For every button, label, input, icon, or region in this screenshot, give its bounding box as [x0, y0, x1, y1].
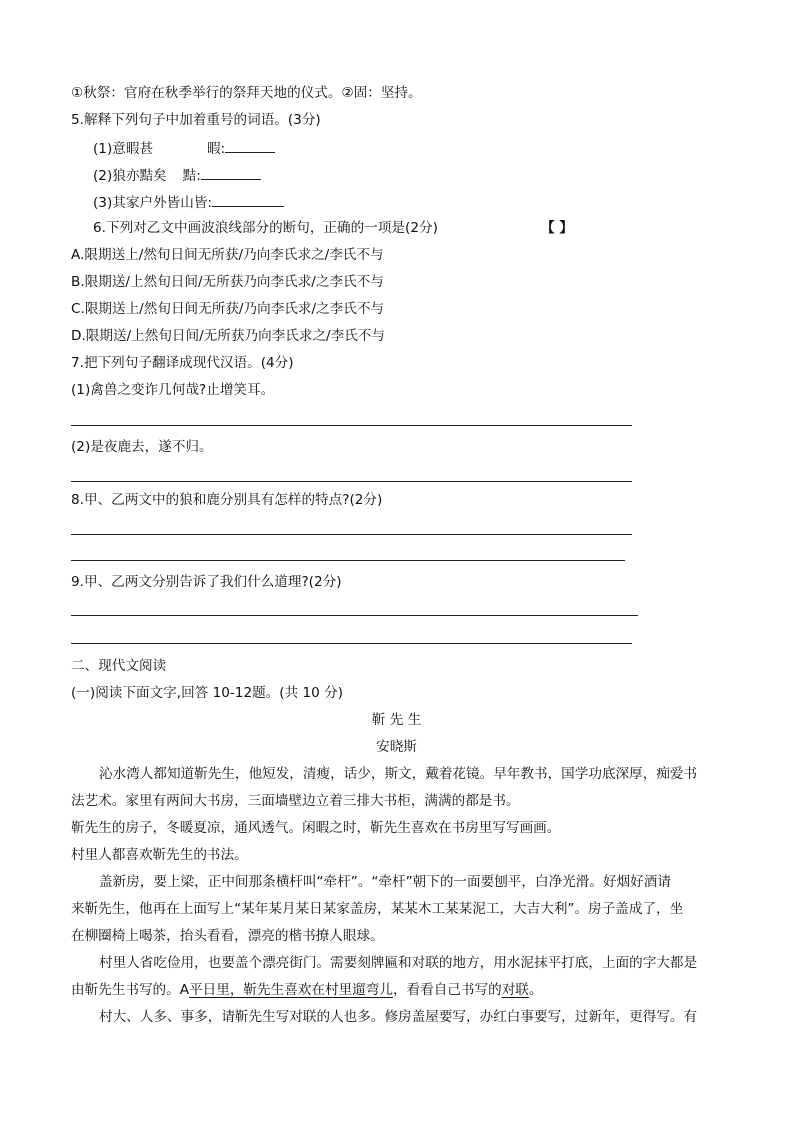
q7-sentence-1: (1)禽兽之变诈几何哉?止增笑耳。: [71, 382, 275, 398]
footnote-line: ①秋祭：官府在秋季举行的祭拜天地的仪式。②固：坚持。: [71, 85, 422, 101]
q9-answer-line-2[interactable]: [71, 643, 632, 644]
article-title: 靳 先 生: [371, 712, 422, 728]
q5-answer-2[interactable]: [201, 165, 261, 180]
paragraph-5-text-b: ，看看自己书写的: [392, 982, 502, 998]
q5-item-2-word: 黠:: [182, 168, 201, 184]
paragraph-5-line-1: 村里人省吃俭用，也要盖个漂亮街门。需要刻牌匾和对联的地方，用水泥抹平打底，上面的字大都是: [99, 955, 698, 971]
q8-stem: 8.甲、乙两文中的狼和鹿分别具有怎样的特点?(2分): [71, 492, 383, 508]
q6-option-a: A.限期送上/然旬日间无所获/乃向李氏求之/李氏不与: [71, 247, 384, 263]
paragraph-4-line-2: 来靳先生，他再在上面写上“某年某月某日某家盖房，某某木工某某泥工，大吉大利”。房子盖成了，坐: [71, 901, 684, 917]
q6-option-c: C.限期送上/然旬日间无所获/乃向李氏求/之李氏不与: [71, 301, 385, 317]
q6-option-d: D.限期送/上然旬日间/无所获乃向李氏求之/李氏不与: [71, 328, 385, 344]
q7-answer-line-2[interactable]: [71, 481, 632, 482]
q5-item-1: [93, 138, 275, 158]
q5-item-3: [93, 192, 284, 212]
paragraph-2: 靳先生的房子，冬暖夏凉，通风透气。闲暇之时，靳先生喜欢在书房里写写画画。: [71, 820, 561, 836]
q6-stem: 6.下列对乙文中画波浪线部分的断句，正确的一项是(2分): [93, 220, 438, 236]
q9-stem: 9.甲、乙两文分别告诉了我们什么道理?(2分): [71, 574, 342, 590]
q5-item-2-text: (2)狼亦黠矣: [93, 168, 167, 184]
q5-answer-3[interactable]: [212, 192, 284, 207]
q7-answer-line-1[interactable]: [71, 425, 632, 426]
q5-item-2: [93, 165, 261, 185]
underlined-word: 对联: [501, 982, 529, 998]
paragraph-1-line-2: 法艺术。家里有两间大书房，三面墙壁边立着三排大书柜，满满的都是书。: [71, 793, 520, 809]
q5-answer-1[interactable]: [225, 138, 275, 153]
q6-answer-bracket[interactable]: 【 】: [541, 220, 573, 236]
q5-item-3-text: (3)其家户外皆山皆:: [93, 195, 212, 211]
section-heading: 二、现代文阅读: [71, 658, 167, 674]
paragraph-6-line-1: 村大、人多、事多，请靳先生写对联的人也多。修房盖屋要写，办红白事要写，过新年，更得写。有: [99, 1009, 698, 1025]
q5-stem: 5.解释下列句子中加着重号的词语。(3分): [71, 112, 321, 128]
paragraph-5-text-c: 。: [528, 982, 543, 998]
paragraph-1-line-1: 沁水湾人都知道靳先生，他短发，清瘦，话少，斯文，戴着花镜。早年教书，国学功底深厚，痴爱书: [99, 766, 698, 782]
q9-answer-line-1[interactable]: [71, 615, 638, 616]
paragraph-5-line-2: [71, 981, 543, 999]
q6-option-b: B.限期送/上然旬日间/无所获乃向李氏求/之李氏不与: [71, 274, 384, 290]
q5-item-1-text: (1)意暇甚: [93, 141, 154, 157]
q7-sentence-2: (2)是夜鹿去，遂不归。: [71, 439, 213, 455]
section-subheading: (一)阅读下面文字,回答 10-12题。(共 10 分): [71, 685, 344, 701]
q8-answer-line-2[interactable]: [71, 560, 625, 561]
paragraph-5-text-a: 由靳先生书写的。A: [71, 982, 190, 998]
q5-item-1-word: 暇:: [207, 141, 226, 157]
q8-answer-line-1[interactable]: [71, 534, 632, 535]
paragraph-4-line-3: 在柳圈椅上喝茶，抬头看看，漂亮的楷书撩人眼球。: [71, 928, 384, 944]
paragraph-4-line-1: 盖新房，要上梁，正中间那条横杆叫“牵杆”。“牵杆”朝下的一面要刨平，白净光滑。好烟好酒请: [99, 874, 671, 890]
article-author: 安晓斯: [376, 739, 417, 755]
underlined-sentence-a: 平日里，靳先生喜欢在村里遛弯儿: [189, 982, 393, 998]
q7-stem: 7.把下列句子翻译成现代汉语。(4分): [71, 355, 294, 371]
paragraph-3: 村里人都喜欢靳先生的书法。: [71, 847, 248, 863]
